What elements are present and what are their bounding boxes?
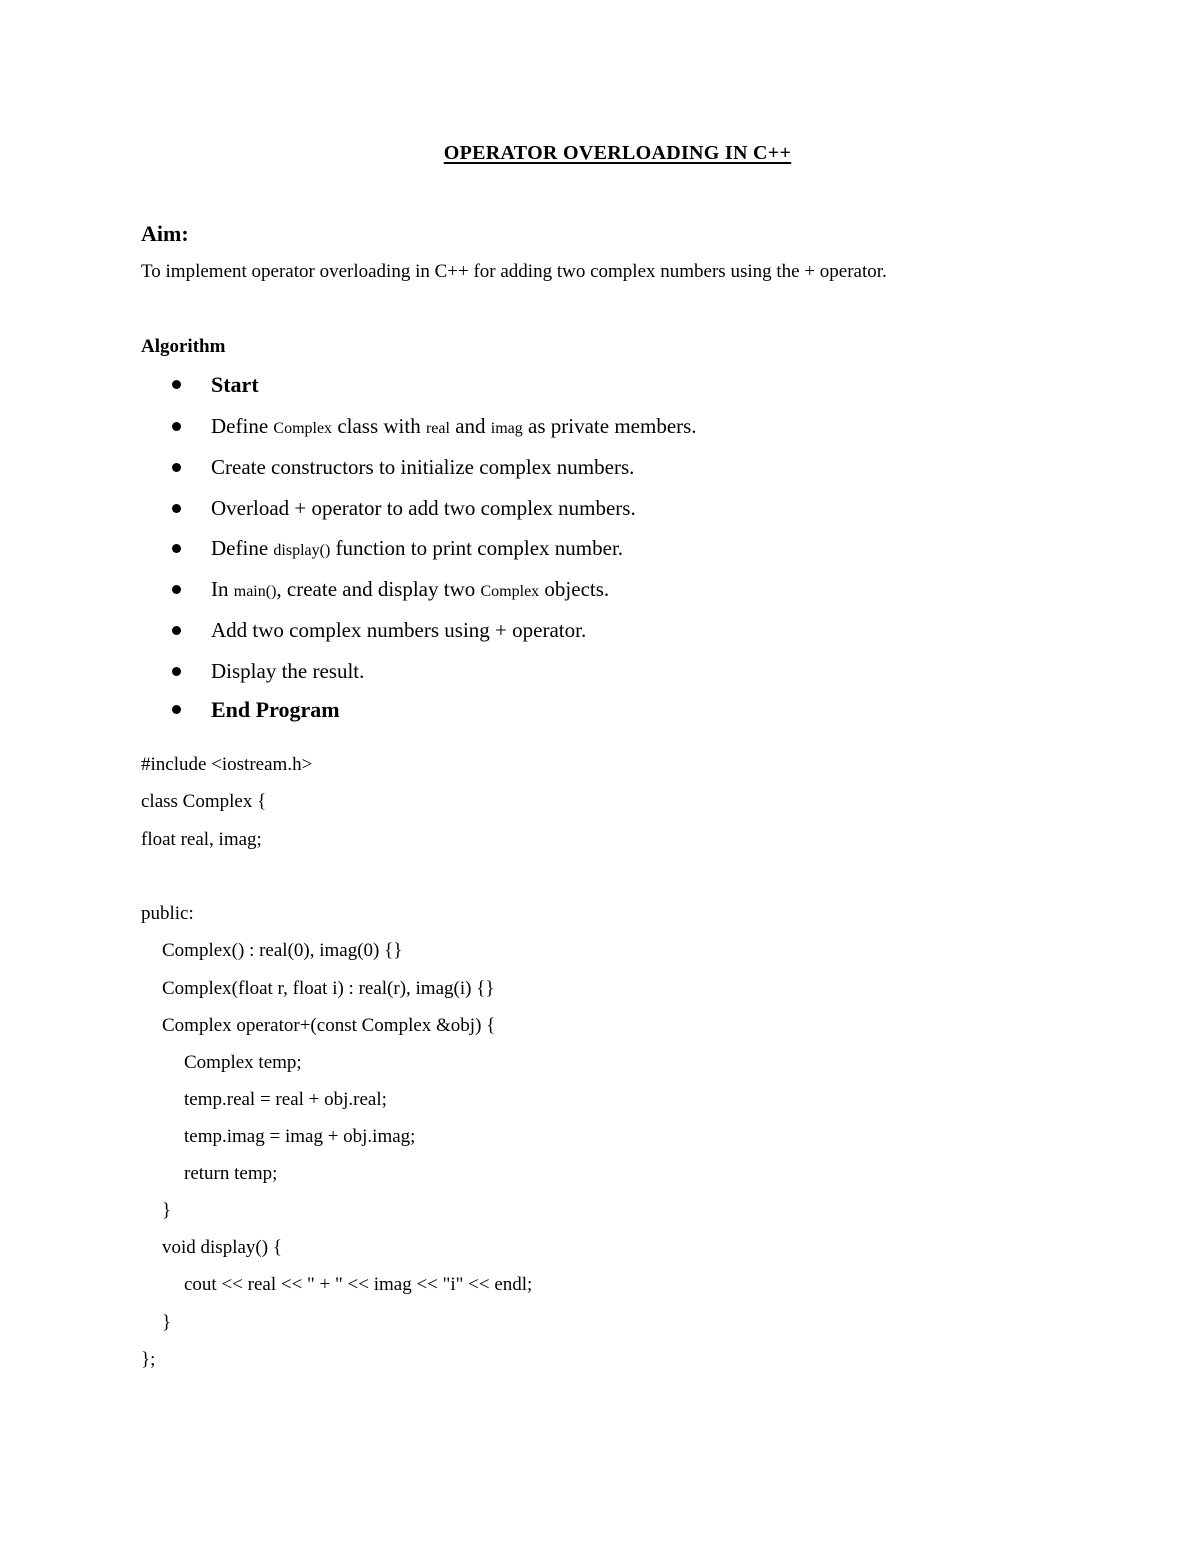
code-line: void display() { [162,1237,282,1258]
code-line: class Complex { [141,791,267,812]
algorithm-step: Define display() function to print complex number. [172,535,623,564]
code-line: Complex operator+(const Complex &obj) { [162,1015,496,1036]
code-line: } [162,1200,172,1221]
algorithm-step: Add two complex numbers using + operator. [172,617,586,643]
bullet-icon [172,667,181,676]
aim-heading: Aim: [141,221,189,246]
algorithm-step: Overload + operator to add two complex numbers. [172,495,636,521]
algorithm-heading: Algorithm [141,336,226,357]
algorithm-step: Define Complex class with real and imag as private members. [172,413,697,442]
code-line: temp.imag = imag + obj.imag; [184,1126,416,1147]
algorithm-step: In main(), create and display two Complex objects. [172,576,609,605]
bullet-icon [172,705,181,714]
bullet-icon [172,585,181,594]
code-line: cout << real << " + " << imag << "i" << endl; [184,1274,533,1295]
code-line: }; [141,1349,156,1370]
bullet-icon [172,544,181,553]
code-line: Complex temp; [184,1052,302,1073]
code-line: Complex(float r, float i) : real(r), imag(i) {} [162,978,495,999]
code-line: temp.real = real + obj.real; [184,1089,387,1110]
bullet-icon [172,380,181,389]
bullet-icon [172,626,181,635]
bullet-icon [172,463,181,472]
algorithm-step: Create constructors to initialize complex numbers. [172,454,634,480]
algorithm-step: Start [172,372,259,398]
code-line: #include <iostream.h> [141,754,313,775]
aim-text: To implement operator overloading in C++ for adding two complex numbers using the + operator. [141,261,887,282]
code-line: public: [141,903,194,924]
code-line: return temp; [184,1163,278,1184]
code-line: Complex() : real(0), imag(0) {} [162,940,403,961]
algorithm-step: Display the result. [172,658,364,684]
algorithm-step: End Program [172,697,340,723]
bullet-icon [172,422,181,431]
bullet-icon [172,504,181,513]
code-line: } [162,1312,172,1333]
page-title: OPERATOR OVERLOADING IN C++ [443,142,792,164]
code-line: float real, imag; [141,829,262,850]
